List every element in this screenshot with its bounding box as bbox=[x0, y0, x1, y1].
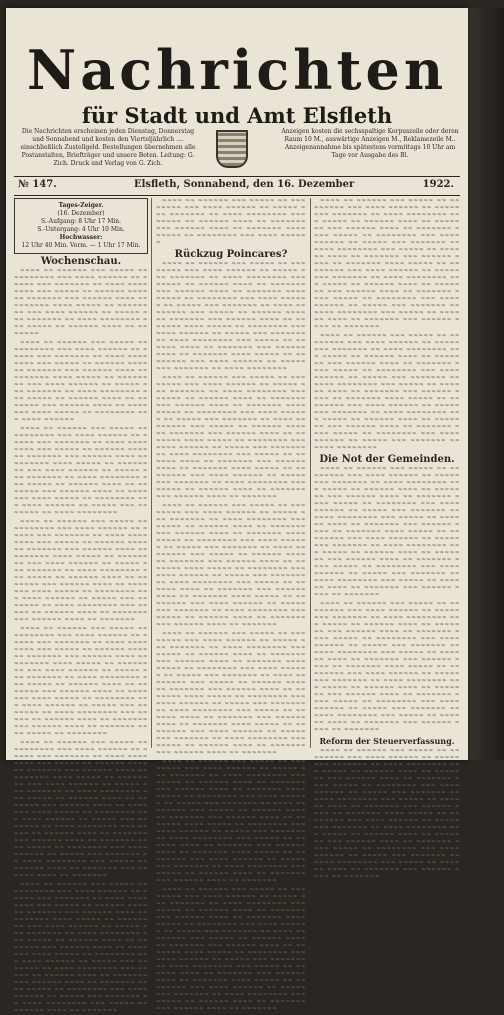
article-heading: Rückzug Poincares? bbox=[174, 249, 288, 260]
article-body: ≈≈≈≈ ≈≈ ≈≈≈≈≈≈ ≈≈≈ ≈≈≈≈≈ ≈≈ ≈≈≈≈≈≈≈≈ ≈≈≈ ≈≈≈≈ ≈≈≈≈≈≈ ≈≈ ≈≈≈≈≈ ≈≈≈ ≈≈≈≈≈≈≈ ≈≈ ≈≈≈≈ ≈≈≈≈≈≈≈≈ ≈≈≈ ≈≈≈≈≈ ≈≈ ≈≈≈≈≈≈ ≈≈≈≈ ≈≈ ≈≈≈≈≈≈≈ ≈≈≈ ≈≈≈≈≈≈ ≈≈≈≈ ≈≈ ≈≈≈≈≈≈≈ ≈≈≈≈ ≈≈≈≈≈ ≈≈ ≈≈≈≈≈≈≈≈ ≈≈≈ ≈≈≈≈ ≈≈≈≈≈≈ bbox=[156, 198, 306, 246]
column-divider bbox=[151, 198, 152, 748]
newspaper-page bbox=[6, 8, 468, 1014]
article-heading: Wochenschau. bbox=[40, 256, 122, 267]
newspaper-title: Nachrichten bbox=[26, 38, 448, 102]
issue-year: 1922. bbox=[422, 179, 454, 190]
article-body: ≈≈≈≈ ≈≈ ≈≈≈≈≈≈ ≈≈≈ ≈≈≈≈≈ ≈≈ ≈≈≈≈≈≈≈≈ ≈≈≈ ≈≈≈≈ ≈≈≈≈≈≈ ≈≈ ≈≈≈≈≈ ≈≈≈ ≈≈≈≈≈≈≈ ≈≈ ≈≈≈≈ ≈≈≈≈≈≈≈≈ ≈≈≈ ≈≈≈≈≈ ≈≈ ≈≈≈≈≈≈ ≈≈≈≈ ≈≈ ≈≈≈≈≈≈≈ ≈≈≈ ≈≈≈≈≈≈ ≈≈≈≈ ≈≈ ≈≈≈≈≈≈≈ ≈≈≈≈ ≈≈≈≈≈ ≈≈ ≈≈≈≈≈≈≈≈ ≈≈≈ ≈≈≈≈ ≈≈≈≈≈≈ ≈≈ ≈≈≈≈≈ ≈≈≈ ≈≈≈≈≈≈≈ ≈≈ ≈≈≈≈ ≈≈≈≈≈≈≈≈ ≈≈≈ ≈≈≈≈≈ ≈≈ ≈≈≈≈≈≈ ≈≈≈≈ ≈≈ ≈≈≈≈≈≈≈ ≈≈≈≈ ≈≈ ≈≈≈≈≈≈ ≈≈≈ ≈≈≈≈≈ ≈≈ ≈≈≈≈≈≈≈≈ ≈≈≈ ≈≈≈≈ ≈≈≈≈≈≈ ≈≈ ≈≈≈≈≈ ≈≈≈ ≈≈≈≈≈≈≈ ≈≈ ≈≈≈≈ ≈≈≈≈≈≈≈≈ ≈≈≈ ≈≈≈≈≈ ≈≈ ≈≈≈≈≈≈ ≈≈≈≈ ≈≈ ≈≈≈≈≈≈≈ ≈≈≈ ≈≈≈≈≈≈ ≈≈≈≈ ≈≈ ≈≈≈≈≈≈≈ ≈≈≈≈ ≈≈≈≈≈ ≈≈ ≈≈≈≈≈≈≈≈ ≈≈≈ ≈≈≈≈ ≈≈≈≈≈≈ ≈≈ ≈≈≈≈≈ ≈≈≈ ≈≈≈≈≈≈≈ ≈≈ ≈≈≈≈ ≈≈≈≈≈≈≈≈ ≈≈≈ ≈≈≈≈≈ ≈≈ ≈≈≈≈≈≈ ≈≈≈≈ ≈≈ ≈≈≈≈≈≈≈ ≈≈≈ ≈≈≈≈≈≈ ≈≈≈≈ ≈≈ ≈≈≈≈≈≈≈ ≈≈≈≈ ≈≈≈≈≈ ≈≈ ≈≈≈≈≈≈≈≈ ≈≈≈ ≈≈≈≈ ≈≈≈≈≈≈ ≈≈≈≈ ≈≈ ≈≈≈≈≈≈ ≈≈≈ ≈≈≈≈≈ ≈≈ ≈≈≈≈≈≈≈≈ ≈≈≈ ≈≈≈≈ ≈≈≈≈≈≈ ≈≈ ≈≈≈≈≈ ≈≈≈ ≈≈≈≈≈≈≈ ≈≈ ≈≈≈≈ ≈≈≈≈≈≈≈≈ ≈≈≈ ≈≈≈≈≈ ≈≈ ≈≈≈≈≈≈ ≈≈≈≈ ≈≈ ≈≈≈≈≈≈≈ ≈≈≈ ≈≈≈≈≈≈ ≈≈≈≈ ≈≈ ≈≈≈≈≈≈≈ ≈≈≈≈ ≈≈≈≈≈ ≈≈ ≈≈≈≈≈≈≈≈ ≈≈≈ ≈≈≈≈ ≈≈≈≈≈≈ ≈≈ ≈≈≈≈≈ ≈≈≈ ≈≈≈≈≈≈≈ ≈≈ ≈≈≈≈ ≈≈≈≈≈≈≈≈ ≈≈≈ ≈≈≈≈≈ ≈≈ ≈≈≈≈≈≈ ≈≈≈≈ ≈≈ ≈≈≈≈≈≈≈ ≈≈≈ ≈≈≈≈≈≈ ≈≈≈≈ ≈≈ ≈≈≈≈≈≈≈ ≈≈≈≈ ≈≈≈≈≈ ≈≈ ≈≈≈≈≈≈≈≈ ≈≈≈ ≈≈≈≈ ≈≈≈≈≈≈ ≈≈ ≈≈≈≈≈ ≈≈≈ ≈≈≈≈≈≈≈ ≈≈ ≈≈≈≈ ≈≈≈≈≈≈≈≈ ≈≈≈≈ ≈≈ ≈≈≈≈≈≈ ≈≈≈ ≈≈≈≈≈ ≈≈ ≈≈≈≈≈≈≈≈ ≈≈≈ ≈≈≈≈ ≈≈≈≈≈≈ ≈≈ ≈≈≈≈≈ ≈≈≈ ≈≈≈≈≈≈≈ ≈≈ ≈≈≈≈ ≈≈≈≈≈≈≈≈ ≈≈≈ ≈≈≈≈≈ ≈≈ ≈≈≈≈≈≈ ≈≈≈≈ ≈≈ ≈≈≈≈≈≈≈ ≈≈≈ ≈≈≈≈≈≈ ≈≈≈≈ ≈≈ ≈≈≈≈≈≈≈ ≈≈≈≈ ≈≈≈≈≈ ≈≈ ≈≈≈≈≈≈≈≈ ≈≈≈ ≈≈≈≈ ≈≈≈≈≈≈ ≈≈ ≈≈≈≈≈ ≈≈≈ ≈≈≈≈≈≈≈ ≈≈ ≈≈≈≈ ≈≈≈≈≈≈≈≈ ≈≈≈ ≈≈≈≈≈ ≈≈ ≈≈≈≈≈≈ ≈≈≈≈ ≈≈ ≈≈≈≈≈≈≈ ≈≈≈ ≈≈≈≈≈≈ ≈≈≈≈ ≈≈ ≈≈≈≈≈≈≈ ≈≈≈≈ ≈≈≈≈≈ ≈≈ ≈≈≈≈≈≈≈≈ ≈≈≈ ≈≈≈≈ ≈≈≈≈≈≈ ≈≈ ≈≈≈≈≈ ≈≈≈ ≈≈≈≈≈≈≈ ≈≈ ≈≈≈≈ ≈≈≈≈≈≈≈≈ ≈≈≈ ≈≈≈≈≈ ≈≈ ≈≈≈≈≈≈ ≈≈≈≈ ≈≈ ≈≈≈≈≈≈≈ ≈≈≈ ≈≈≈≈≈≈ ≈≈≈≈ ≈≈ ≈≈≈≈≈≈≈ ≈≈≈≈ ≈≈ ≈≈≈≈≈≈ ≈≈≈ ≈≈≈≈≈ ≈≈ ≈≈≈≈≈≈≈≈ ≈≈≈ ≈≈≈≈ ≈≈≈≈≈≈ ≈≈ ≈≈≈≈≈ ≈≈≈ ≈≈≈≈≈≈≈ ≈≈ ≈≈≈≈ ≈≈≈≈≈≈≈≈ ≈≈≈ ≈≈≈≈≈ ≈≈ ≈≈≈≈≈≈ ≈≈≈≈ ≈≈ ≈≈≈≈≈≈≈ ≈≈≈ ≈≈≈≈≈≈ ≈≈≈≈ ≈≈ ≈≈≈≈≈≈≈ ≈≈≈≈ ≈≈≈≈≈ ≈≈ ≈≈≈≈≈≈≈≈ ≈≈≈ ≈≈≈≈ ≈≈≈≈≈≈ ≈≈ ≈≈≈≈≈ ≈≈≈ ≈≈≈≈≈≈≈ ≈≈ ≈≈≈≈ ≈≈≈≈≈≈≈≈ ≈≈≈ ≈≈≈≈≈ ≈≈ ≈≈≈≈≈≈ ≈≈≈≈ ≈≈ ≈≈≈≈≈≈≈ ≈≈≈ ≈≈≈≈≈≈ ≈≈≈≈ ≈≈ ≈≈≈≈≈≈≈ ≈≈≈≈ ≈≈≈≈≈ ≈≈ ≈≈≈≈≈≈≈≈ ≈≈≈ ≈≈≈≈ ≈≈≈≈≈≈ ≈≈ ≈≈≈≈≈ ≈≈≈ ≈≈≈≈≈≈≈ ≈≈ ≈≈≈≈ ≈≈≈≈≈≈≈≈ ≈≈≈ ≈≈≈≈≈ ≈≈ ≈≈≈≈≈≈ ≈≈≈≈ ≈≈ ≈≈≈≈≈≈≈ ≈≈≈ ≈≈≈≈≈≈ ≈≈≈≈ ≈≈ ≈≈≈≈≈≈≈ ≈≈≈≈ ≈≈≈≈≈ ≈≈ ≈≈≈≈≈≈≈≈ ≈≈≈≈ ≈≈ ≈≈≈≈≈≈ ≈≈≈ ≈≈≈≈≈ ≈≈ ≈≈≈≈≈≈≈≈ ≈≈≈ ≈≈≈≈ ≈≈≈≈≈≈ ≈≈ ≈≈≈≈≈ ≈≈≈ ≈≈≈≈≈≈≈ ≈≈ ≈≈≈≈ ≈≈≈≈≈≈≈≈ ≈≈≈ ≈≈≈≈≈ ≈≈ ≈≈≈≈≈≈ ≈≈≈≈ ≈≈ ≈≈≈≈≈≈≈ ≈≈≈ ≈≈≈≈≈≈ ≈≈≈≈ ≈≈ ≈≈≈≈≈≈≈ ≈≈≈≈ ≈≈≈≈≈ ≈≈ ≈≈≈≈≈≈≈≈ ≈≈≈ ≈≈≈≈ ≈≈≈≈≈≈ ≈≈ ≈≈≈≈≈ ≈≈≈ ≈≈≈≈≈≈≈ ≈≈ ≈≈≈≈ ≈≈≈≈≈≈≈≈ ≈≈≈ ≈≈≈≈≈ ≈≈ ≈≈≈≈≈≈ ≈≈≈≈ ≈≈ ≈≈≈≈≈≈≈ ≈≈≈ ≈≈≈≈≈≈ ≈≈≈≈ ≈≈ ≈≈≈≈≈≈≈ ≈≈≈≈ ≈≈≈≈≈ ≈≈ ≈≈≈≈≈≈≈≈ ≈≈≈ ≈≈≈≈ ≈≈≈≈≈≈ ≈≈ ≈≈≈≈≈ ≈≈≈ ≈≈≈≈≈≈≈ ≈≈ ≈≈≈≈ ≈≈≈≈≈≈≈≈ ≈≈≈ ≈≈≈≈≈ ≈≈ ≈≈≈≈≈≈ ≈≈≈≈ ≈≈ ≈≈≈≈≈≈≈ ≈≈≈ ≈≈≈≈≈≈ ≈≈≈≈ ≈≈ ≈≈≈≈≈≈≈ ≈≈≈≈ ≈≈≈≈≈ ≈≈ ≈≈≈≈≈≈≈≈ ≈≈≈ ≈≈≈≈ ≈≈≈≈≈≈ ≈≈ ≈≈≈≈≈ ≈≈≈ ≈≈≈≈≈≈≈ ≈≈ ≈≈≈≈ ≈≈≈≈≈≈≈≈ ≈≈≈ ≈≈≈≈≈ ≈≈ ≈≈≈≈≈≈ ≈≈≈≈ ≈≈ ≈≈≈≈≈≈≈ ≈≈≈ ≈≈≈≈≈≈ ≈≈≈≈ ≈≈ ≈≈≈≈≈≈≈ ≈≈≈≈ ≈≈ ≈≈≈≈≈≈ ≈≈≈ ≈≈≈≈≈ ≈≈ ≈≈≈≈≈≈≈≈ ≈≈≈ ≈≈≈≈ ≈≈≈≈≈≈ ≈≈ ≈≈≈≈≈ ≈≈≈ ≈≈≈≈≈≈≈ ≈≈ ≈≈≈≈ ≈≈≈≈≈≈≈≈ ≈≈≈ ≈≈≈≈≈ ≈≈ ≈≈≈≈≈≈ ≈≈≈≈ ≈≈ ≈≈≈≈≈≈≈ ≈≈≈ ≈≈≈≈≈≈ ≈≈≈≈ ≈≈ ≈≈≈≈≈≈≈ ≈≈≈≈ ≈≈≈≈≈ ≈≈ ≈≈≈≈≈≈≈≈ ≈≈≈ ≈≈≈≈ ≈≈≈≈≈≈ ≈≈ ≈≈≈≈≈ ≈≈≈ ≈≈≈≈≈≈≈ ≈≈ ≈≈≈≈ ≈≈≈≈≈≈≈≈ ≈≈≈ ≈≈≈≈≈ ≈≈ ≈≈≈≈≈≈ ≈≈≈≈ ≈≈ ≈≈≈≈≈≈≈ ≈≈≈ ≈≈≈≈≈≈ ≈≈≈≈ ≈≈ ≈≈≈≈≈≈≈ ≈≈≈≈ ≈≈≈≈≈ ≈≈ ≈≈≈≈≈≈≈≈ ≈≈≈ ≈≈≈≈ ≈≈≈≈≈≈ ≈≈ ≈≈≈≈≈ ≈≈≈ ≈≈≈≈≈≈≈ ≈≈ ≈≈≈≈ ≈≈≈≈≈≈≈≈ ≈≈≈ ≈≈≈≈≈ ≈≈ ≈≈≈≈≈≈ ≈≈≈≈ ≈≈ ≈≈≈≈≈≈≈ ≈≈≈ ≈≈≈≈≈≈ ≈≈≈≈ ≈≈ ≈≈≈≈≈≈≈ ≈≈≈≈ ≈≈≈≈≈ ≈≈ ≈≈≈≈≈≈≈≈ ≈≈≈ ≈≈≈≈ ≈≈≈≈≈≈ ≈≈ ≈≈≈≈≈ ≈≈≈ ≈≈≈≈≈≈≈ ≈≈ ≈≈≈≈ ≈≈≈≈≈≈≈≈ ≈≈≈ ≈≈≈≈≈ ≈≈ ≈≈≈≈≈≈ ≈≈≈≈ ≈≈ ≈≈≈≈≈≈≈ bbox=[14, 268, 148, 1014]
issue-number: № 147. bbox=[18, 179, 57, 190]
high-water-times: 12 Uhr 40 Min. Vorm. — 1 Uhr 17 Min. bbox=[21, 242, 141, 249]
masthead bbox=[6, 8, 468, 178]
column-3 bbox=[314, 198, 460, 880]
article-heading: Reform der Steuerverfassung. bbox=[319, 736, 455, 746]
page-edge-shadow bbox=[468, 8, 504, 760]
masthead-rule bbox=[14, 176, 460, 177]
newspaper-subtitle: für Stadt und Amt Elsfleth bbox=[81, 103, 393, 128]
article-body: ≈≈≈≈ ≈≈ ≈≈≈≈≈≈ ≈≈≈ ≈≈≈≈≈ ≈≈ ≈≈≈≈≈≈≈≈ ≈≈≈ ≈≈≈≈ ≈≈≈≈≈≈ ≈≈ ≈≈≈≈≈ ≈≈≈ ≈≈≈≈≈≈≈ ≈≈ ≈≈≈≈ ≈≈≈≈≈≈≈≈ ≈≈≈ ≈≈≈≈≈ ≈≈ ≈≈≈≈≈≈ ≈≈≈≈ ≈≈ ≈≈≈≈≈≈≈ ≈≈≈ ≈≈≈≈≈≈ ≈≈≈≈ ≈≈ ≈≈≈≈≈≈≈ ≈≈≈≈ ≈≈≈≈≈ ≈≈ ≈≈≈≈≈≈≈≈ ≈≈≈ ≈≈≈≈ ≈≈≈≈≈≈ ≈≈ ≈≈≈≈≈ ≈≈≈ ≈≈≈≈≈≈≈ ≈≈ ≈≈≈≈ ≈≈≈≈≈≈≈≈ ≈≈≈ ≈≈≈≈≈ ≈≈ ≈≈≈≈≈≈ ≈≈≈≈ ≈≈ ≈≈≈≈≈≈≈ ≈≈≈ ≈≈≈≈≈≈ ≈≈≈≈ ≈≈ ≈≈≈≈≈≈≈ ≈≈≈≈ ≈≈≈≈≈ ≈≈ ≈≈≈≈≈≈≈≈ ≈≈≈ ≈≈≈≈ ≈≈≈≈≈≈ ≈≈ ≈≈≈≈≈ ≈≈≈ ≈≈≈≈≈≈≈ ≈≈ ≈≈≈≈ ≈≈≈≈≈≈≈≈ ≈≈≈ ≈≈≈≈≈ ≈≈ ≈≈≈≈≈≈ ≈≈≈≈ ≈≈ ≈≈≈≈≈≈≈ ≈≈≈ ≈≈≈≈≈≈ ≈≈≈≈ ≈≈ ≈≈≈≈≈≈≈ ≈≈≈≈ ≈≈≈≈≈ ≈≈ ≈≈≈≈≈≈≈≈ ≈≈≈ ≈≈≈≈ ≈≈≈≈≈≈ ≈≈ ≈≈≈≈≈ ≈≈≈ ≈≈≈≈≈≈≈ ≈≈ ≈≈≈≈ ≈≈≈≈≈≈≈≈ ≈≈≈ ≈≈≈≈≈ ≈≈ ≈≈≈≈≈≈ ≈≈≈≈ ≈≈ ≈≈≈≈≈≈≈ ≈≈≈ ≈≈≈≈≈≈ ≈≈≈≈ ≈≈ ≈≈≈≈≈≈≈ ≈≈≈≈ ≈≈ ≈≈≈≈≈≈ ≈≈≈ ≈≈≈≈≈ ≈≈ ≈≈≈≈≈≈≈≈ ≈≈≈ ≈≈≈≈ ≈≈≈≈≈≈ ≈≈ ≈≈≈≈≈ ≈≈≈ ≈≈≈≈≈≈≈ ≈≈ ≈≈≈≈ ≈≈≈≈≈≈≈≈ ≈≈≈ ≈≈≈≈≈ ≈≈ ≈≈≈≈≈≈ ≈≈≈≈ ≈≈ ≈≈≈≈≈≈≈ ≈≈≈ ≈≈≈≈≈≈ ≈≈≈≈ ≈≈ ≈≈≈≈≈≈≈ ≈≈≈≈ ≈≈≈≈≈ ≈≈ ≈≈≈≈≈≈≈≈ ≈≈≈ ≈≈≈≈ ≈≈≈≈≈≈ ≈≈ ≈≈≈≈≈ ≈≈≈ ≈≈≈≈≈≈≈ ≈≈ ≈≈≈≈ ≈≈≈≈≈≈≈≈ ≈≈≈ ≈≈≈≈≈ ≈≈ ≈≈≈≈≈≈ ≈≈≈≈ ≈≈ ≈≈≈≈≈≈≈ ≈≈≈ ≈≈≈≈≈≈ ≈≈≈≈ ≈≈ ≈≈≈≈≈≈≈ ≈≈≈≈ ≈≈≈≈≈ ≈≈ ≈≈≈≈≈≈≈≈ ≈≈≈ ≈≈≈≈ ≈≈≈≈≈≈ ≈≈ ≈≈≈≈≈ ≈≈≈ ≈≈≈≈≈≈≈ ≈≈ ≈≈≈≈ ≈≈≈≈≈≈≈≈ ≈≈≈ ≈≈≈≈≈ ≈≈ ≈≈≈≈≈≈ ≈≈≈≈ ≈≈ ≈≈≈≈≈≈≈ ≈≈≈ ≈≈≈≈≈≈ ≈≈≈≈ ≈≈ ≈≈≈≈≈≈≈ ≈≈≈≈ ≈≈≈≈≈ ≈≈ ≈≈≈≈≈≈≈≈ ≈≈≈ ≈≈≈≈ ≈≈≈≈≈≈ ≈≈ ≈≈≈≈≈ ≈≈≈ ≈≈≈≈≈≈≈ ≈≈ ≈≈≈≈ ≈≈≈≈≈≈≈≈ ≈≈≈ ≈≈≈≈≈ ≈≈ ≈≈≈≈≈≈ ≈≈≈≈ ≈≈ ≈≈≈≈≈≈≈ ≈≈≈ ≈≈≈≈≈≈ ≈≈≈≈ ≈≈ ≈≈≈≈≈≈≈ bbox=[314, 466, 460, 733]
advertising-info: Anzeigen kosten die sechsspaltige Korpuszeile oder deren Raum 10 M., auswärtige Anzeigen M., Reklamezeile M.. Anzeigenannahme bis spätestens vormittags 10 Uhr am Tage vor Ausgabe des Bl. bbox=[281, 128, 459, 159]
high-water-label: Hochwasser: bbox=[59, 234, 103, 241]
date-line bbox=[14, 178, 460, 194]
issue-date: Elsfleth, Sonnabend, den 16. Dezember bbox=[134, 179, 355, 190]
column-divider bbox=[310, 198, 311, 748]
article-body: ≈≈≈≈ ≈≈ ≈≈≈≈≈≈ ≈≈≈ ≈≈≈≈≈ ≈≈ ≈≈≈≈≈≈≈≈ ≈≈≈ ≈≈≈≈ ≈≈≈≈≈≈ ≈≈ ≈≈≈≈≈ ≈≈≈ ≈≈≈≈≈≈≈ ≈≈ ≈≈≈≈ ≈≈≈≈≈≈≈≈ ≈≈≈ ≈≈≈≈≈ ≈≈ ≈≈≈≈≈≈ ≈≈≈≈ ≈≈ ≈≈≈≈≈≈≈ ≈≈≈ ≈≈≈≈≈≈ ≈≈≈≈ ≈≈ ≈≈≈≈≈≈≈ ≈≈≈≈ ≈≈≈≈≈ ≈≈ ≈≈≈≈≈≈≈≈ ≈≈≈ ≈≈≈≈ ≈≈≈≈≈≈ ≈≈ ≈≈≈≈≈ ≈≈≈ ≈≈≈≈≈≈≈ ≈≈ ≈≈≈≈ ≈≈≈≈≈≈≈≈ ≈≈≈ ≈≈≈≈≈ ≈≈ ≈≈≈≈≈≈ ≈≈≈≈ ≈≈ ≈≈≈≈≈≈≈ ≈≈≈ ≈≈≈≈≈≈ ≈≈≈≈ ≈≈ ≈≈≈≈≈≈≈ ≈≈≈≈ ≈≈≈≈≈ ≈≈ ≈≈≈≈≈≈≈≈ ≈≈≈ ≈≈≈≈ ≈≈≈≈≈≈ ≈≈ ≈≈≈≈≈ ≈≈≈ ≈≈≈≈≈≈≈ ≈≈ ≈≈≈≈ ≈≈≈≈≈≈≈≈ ≈≈≈ ≈≈≈≈≈ ≈≈ ≈≈≈≈≈≈ ≈≈≈≈ ≈≈ ≈≈≈≈≈≈≈ ≈≈≈ ≈≈≈≈≈≈ ≈≈≈≈ ≈≈ ≈≈≈≈≈≈≈ ≈≈≈≈ ≈≈≈≈≈ ≈≈ ≈≈≈≈≈≈≈≈ ≈≈≈ ≈≈≈≈ ≈≈≈≈≈≈ ≈≈ ≈≈≈≈≈ ≈≈≈ ≈≈≈≈≈≈≈ ≈≈ ≈≈≈≈ ≈≈≈≈≈≈≈≈ ≈≈≈ ≈≈≈≈≈ ≈≈ ≈≈≈≈≈≈ ≈≈≈≈ ≈≈ ≈≈≈≈≈≈≈ ≈≈≈ ≈≈≈≈≈≈ ≈≈≈≈ ≈≈ ≈≈≈≈≈≈≈ bbox=[314, 748, 460, 880]
daily-info-box bbox=[14, 198, 148, 254]
column-1 bbox=[14, 198, 148, 1014]
article-heading: Die Not der Gemeinden. bbox=[319, 454, 455, 465]
sunrise: S.-Aufgang: 8 Uhr 17 Min. bbox=[40, 218, 122, 225]
column-2 bbox=[156, 198, 306, 1012]
sunset: S.-Untergang: 4 Uhr 10 Min. bbox=[37, 226, 125, 233]
subscription-info: Die Nachrichten erscheinen jeden Dienstag, Donnerstag und Sonnabend und kosten den Vierteljährlich .... einschließlich Zustellgeld. Bestellungen übernehmen alle Postanstalten, Briefträger und unsere Boten. Leitung: G. Zich. Druck und Verlag von G. Zich. bbox=[20, 128, 196, 167]
article-body: ≈≈≈≈ ≈≈ ≈≈≈≈≈≈ ≈≈≈ ≈≈≈≈≈ ≈≈ ≈≈≈≈≈≈≈≈ ≈≈≈ ≈≈≈≈ ≈≈≈≈≈≈ ≈≈ ≈≈≈≈≈ ≈≈≈ ≈≈≈≈≈≈≈ ≈≈ ≈≈≈≈ ≈≈≈≈≈≈≈≈ ≈≈≈ ≈≈≈≈≈ ≈≈ ≈≈≈≈≈≈ ≈≈≈≈ ≈≈ ≈≈≈≈≈≈≈ ≈≈≈ ≈≈≈≈≈≈ ≈≈≈≈ ≈≈ ≈≈≈≈≈≈≈ ≈≈≈≈ ≈≈≈≈≈ ≈≈ ≈≈≈≈≈≈≈≈ ≈≈≈ ≈≈≈≈ ≈≈≈≈≈≈ ≈≈ ≈≈≈≈≈ ≈≈≈ ≈≈≈≈≈≈≈ ≈≈ ≈≈≈≈ ≈≈≈≈≈≈≈≈ ≈≈≈ ≈≈≈≈≈ ≈≈ ≈≈≈≈≈≈ ≈≈≈≈ ≈≈ ≈≈≈≈≈≈≈ ≈≈≈ ≈≈≈≈≈≈ ≈≈≈≈ ≈≈ ≈≈≈≈≈≈≈ ≈≈≈≈ ≈≈≈≈≈ ≈≈ ≈≈≈≈≈≈≈≈ ≈≈≈ ≈≈≈≈ ≈≈≈≈≈≈ ≈≈ ≈≈≈≈≈ ≈≈≈ ≈≈≈≈≈≈≈ ≈≈ ≈≈≈≈ ≈≈≈≈≈≈≈≈ ≈≈≈ ≈≈≈≈≈ ≈≈ ≈≈≈≈≈≈ ≈≈≈≈ ≈≈ ≈≈≈≈≈≈≈ ≈≈≈ ≈≈≈≈≈≈ ≈≈≈≈ ≈≈ ≈≈≈≈≈≈≈ ≈≈≈≈ ≈≈≈≈≈ ≈≈ ≈≈≈≈≈≈≈≈ ≈≈≈ ≈≈≈≈ ≈≈≈≈≈≈ ≈≈ ≈≈≈≈≈ ≈≈≈ ≈≈≈≈≈≈≈ ≈≈ ≈≈≈≈ ≈≈≈≈≈≈≈≈ ≈≈≈ ≈≈≈≈≈ ≈≈ ≈≈≈≈≈≈ ≈≈≈≈ ≈≈ ≈≈≈≈≈≈≈ ≈≈≈ ≈≈≈≈≈≈ ≈≈≈≈ ≈≈ ≈≈≈≈≈≈≈ ≈≈≈≈ ≈≈ ≈≈≈≈≈≈ ≈≈≈ ≈≈≈≈≈ ≈≈ ≈≈≈≈≈≈≈≈ ≈≈≈ ≈≈≈≈ ≈≈≈≈≈≈ ≈≈ ≈≈≈≈≈ ≈≈≈ ≈≈≈≈≈≈≈ ≈≈ ≈≈≈≈ ≈≈≈≈≈≈≈≈ ≈≈≈ ≈≈≈≈≈ ≈≈ ≈≈≈≈≈≈ ≈≈≈≈ ≈≈ ≈≈≈≈≈≈≈ ≈≈≈ ≈≈≈≈≈≈ ≈≈≈≈ ≈≈ ≈≈≈≈≈≈≈ ≈≈≈≈ ≈≈≈≈≈ ≈≈ ≈≈≈≈≈≈≈≈ ≈≈≈ ≈≈≈≈ ≈≈≈≈≈≈ ≈≈ ≈≈≈≈≈ ≈≈≈ ≈≈≈≈≈≈≈ ≈≈ ≈≈≈≈ ≈≈≈≈≈≈≈≈ ≈≈≈ ≈≈≈≈≈ ≈≈ ≈≈≈≈≈≈ ≈≈≈≈ ≈≈ ≈≈≈≈≈≈≈ ≈≈≈ ≈≈≈≈≈≈ ≈≈≈≈ ≈≈ ≈≈≈≈≈≈≈ ≈≈≈≈ ≈≈≈≈≈ ≈≈ ≈≈≈≈≈≈≈≈ ≈≈≈ ≈≈≈≈ ≈≈≈≈≈≈ ≈≈ ≈≈≈≈≈ ≈≈≈ ≈≈≈≈≈≈≈ ≈≈ ≈≈≈≈ ≈≈≈≈≈≈≈≈ ≈≈≈ ≈≈≈≈≈ ≈≈ ≈≈≈≈≈≈ ≈≈≈≈ ≈≈ ≈≈≈≈≈≈≈ ≈≈≈ ≈≈≈≈≈≈ ≈≈≈≈ ≈≈ ≈≈≈≈≈≈≈ ≈≈≈≈ ≈≈≈≈≈ ≈≈ ≈≈≈≈≈≈≈≈ ≈≈≈ ≈≈≈≈ ≈≈≈≈≈≈ ≈≈ ≈≈≈≈≈ ≈≈≈ ≈≈≈≈≈≈≈ ≈≈ ≈≈≈≈ ≈≈≈≈≈≈≈≈ bbox=[314, 198, 460, 451]
coat-of-arms-icon bbox=[216, 130, 248, 168]
date-rule bbox=[14, 195, 460, 196]
article-body: ≈≈≈≈ ≈≈ ≈≈≈≈≈≈ ≈≈≈ ≈≈≈≈≈ ≈≈ ≈≈≈≈≈≈≈≈ ≈≈≈ ≈≈≈≈ ≈≈≈≈≈≈ ≈≈ ≈≈≈≈≈ ≈≈≈ ≈≈≈≈≈≈≈ ≈≈ ≈≈≈≈ ≈≈≈≈≈≈≈≈ ≈≈≈ ≈≈≈≈≈ ≈≈ ≈≈≈≈≈≈ ≈≈≈≈ ≈≈ ≈≈≈≈≈≈≈ ≈≈≈ ≈≈≈≈≈≈ ≈≈≈≈ ≈≈ ≈≈≈≈≈≈≈ ≈≈≈≈ ≈≈≈≈≈ ≈≈ ≈≈≈≈≈≈≈≈ ≈≈≈ ≈≈≈≈ ≈≈≈≈≈≈ ≈≈ ≈≈≈≈≈ ≈≈≈ ≈≈≈≈≈≈≈ ≈≈ ≈≈≈≈ ≈≈≈≈≈≈≈≈ ≈≈≈ ≈≈≈≈≈ ≈≈ ≈≈≈≈≈≈ ≈≈≈≈ ≈≈ ≈≈≈≈≈≈≈ ≈≈≈ ≈≈≈≈≈≈ ≈≈≈≈ ≈≈ ≈≈≈≈≈≈≈ ≈≈≈≈ ≈≈≈≈≈ ≈≈ ≈≈≈≈≈≈≈≈ ≈≈≈ ≈≈≈≈ ≈≈≈≈≈≈ ≈≈ ≈≈≈≈≈ ≈≈≈ ≈≈≈≈≈≈≈ ≈≈ ≈≈≈≈ ≈≈≈≈≈≈≈≈ ≈≈≈ ≈≈≈≈≈ ≈≈ ≈≈≈≈≈≈ ≈≈≈≈ ≈≈ ≈≈≈≈≈≈≈ ≈≈≈ ≈≈≈≈≈≈ ≈≈≈≈ ≈≈ ≈≈≈≈≈≈≈ ≈≈≈≈ ≈≈≈≈≈ ≈≈ ≈≈≈≈≈≈≈≈ ≈≈≈ ≈≈≈≈ ≈≈≈≈≈≈ ≈≈ ≈≈≈≈≈ ≈≈≈ ≈≈≈≈≈≈≈ ≈≈ ≈≈≈≈ ≈≈≈≈≈≈≈≈ ≈≈≈≈ ≈≈ ≈≈≈≈≈≈ ≈≈≈ ≈≈≈≈≈ ≈≈ ≈≈≈≈≈≈≈≈ ≈≈≈ ≈≈≈≈ ≈≈≈≈≈≈ ≈≈ ≈≈≈≈≈ ≈≈≈ ≈≈≈≈≈≈≈ ≈≈ ≈≈≈≈ ≈≈≈≈≈≈≈≈ ≈≈≈ ≈≈≈≈≈ ≈≈ ≈≈≈≈≈≈ ≈≈≈≈ ≈≈ ≈≈≈≈≈≈≈ ≈≈≈ ≈≈≈≈≈≈ ≈≈≈≈ ≈≈ ≈≈≈≈≈≈≈ ≈≈≈≈ ≈≈≈≈≈ ≈≈ ≈≈≈≈≈≈≈≈ ≈≈≈ ≈≈≈≈ ≈≈≈≈≈≈ ≈≈ ≈≈≈≈≈ ≈≈≈ ≈≈≈≈≈≈≈ ≈≈ ≈≈≈≈ ≈≈≈≈≈≈≈≈ ≈≈≈ ≈≈≈≈≈ ≈≈ ≈≈≈≈≈≈ ≈≈≈≈ ≈≈ ≈≈≈≈≈≈≈ ≈≈≈ ≈≈≈≈≈≈ ≈≈≈≈ ≈≈ ≈≈≈≈≈≈≈ ≈≈≈≈ ≈≈≈≈≈ ≈≈ ≈≈≈≈≈≈≈≈ ≈≈≈ ≈≈≈≈ ≈≈≈≈≈≈ ≈≈ ≈≈≈≈≈ ≈≈≈ ≈≈≈≈≈≈≈ ≈≈ ≈≈≈≈ ≈≈≈≈≈≈≈≈ ≈≈≈ ≈≈≈≈≈ ≈≈ ≈≈≈≈≈≈ ≈≈≈≈ ≈≈ ≈≈≈≈≈≈≈ ≈≈≈ ≈≈≈≈≈≈ ≈≈≈≈ ≈≈ ≈≈≈≈≈≈≈ ≈≈≈≈ ≈≈≈≈≈ ≈≈ ≈≈≈≈≈≈≈≈ ≈≈≈ ≈≈≈≈ ≈≈≈≈≈≈ ≈≈ ≈≈≈≈≈ ≈≈≈ ≈≈≈≈≈≈≈ ≈≈ ≈≈≈≈ ≈≈≈≈≈≈≈≈ ≈≈≈ ≈≈≈≈≈ ≈≈ ≈≈≈≈≈≈ ≈≈≈≈ ≈≈ ≈≈≈≈≈≈≈ ≈≈≈ ≈≈≈≈≈≈ ≈≈≈≈ ≈≈ ≈≈≈≈≈≈≈ ≈≈≈≈ ≈≈ ≈≈≈≈≈≈ ≈≈≈ ≈≈≈≈≈ ≈≈ ≈≈≈≈≈≈≈≈ ≈≈≈ ≈≈≈≈ ≈≈≈≈≈≈ ≈≈ ≈≈≈≈≈ ≈≈≈ ≈≈≈≈≈≈≈ ≈≈ ≈≈≈≈ ≈≈≈≈≈≈≈≈ ≈≈≈ ≈≈≈≈≈ ≈≈ ≈≈≈≈≈≈ ≈≈≈≈ ≈≈ ≈≈≈≈≈≈≈ ≈≈≈ ≈≈≈≈≈≈ ≈≈≈≈ ≈≈ ≈≈≈≈≈≈≈ ≈≈≈≈ ≈≈≈≈≈ ≈≈ ≈≈≈≈≈≈≈≈ ≈≈≈ ≈≈≈≈ ≈≈≈≈≈≈ ≈≈ ≈≈≈≈≈ ≈≈≈ ≈≈≈≈≈≈≈ ≈≈ ≈≈≈≈ ≈≈≈≈≈≈≈≈ ≈≈≈ ≈≈≈≈≈ ≈≈ ≈≈≈≈≈≈ ≈≈≈≈ ≈≈ ≈≈≈≈≈≈≈ ≈≈≈ ≈≈≈≈≈≈ ≈≈≈≈ ≈≈ ≈≈≈≈≈≈≈ ≈≈≈≈ ≈≈≈≈≈ ≈≈ ≈≈≈≈≈≈≈≈ ≈≈≈ ≈≈≈≈ ≈≈≈≈≈≈ ≈≈ ≈≈≈≈≈ ≈≈≈ ≈≈≈≈≈≈≈ ≈≈ ≈≈≈≈ ≈≈≈≈≈≈≈≈ ≈≈≈ ≈≈≈≈≈ ≈≈ ≈≈≈≈≈≈ ≈≈≈≈ ≈≈ ≈≈≈≈≈≈≈ ≈≈≈ ≈≈≈≈≈≈ ≈≈≈≈ ≈≈ ≈≈≈≈≈≈≈ ≈≈≈≈ ≈≈≈≈≈ ≈≈ ≈≈≈≈≈≈≈≈ ≈≈≈ ≈≈≈≈ ≈≈≈≈≈≈ ≈≈ ≈≈≈≈≈ ≈≈≈ ≈≈≈≈≈≈≈ ≈≈ ≈≈≈≈ ≈≈≈≈≈≈≈≈ ≈≈≈ ≈≈≈≈≈ ≈≈ ≈≈≈≈≈≈ ≈≈≈≈ ≈≈ ≈≈≈≈≈≈≈ ≈≈≈ ≈≈≈≈≈≈ ≈≈≈≈ ≈≈ ≈≈≈≈≈≈≈ ≈≈≈≈ ≈≈ ≈≈≈≈≈≈ ≈≈≈ ≈≈≈≈≈ ≈≈ ≈≈≈≈≈≈≈≈ ≈≈≈ ≈≈≈≈ ≈≈≈≈≈≈ ≈≈ ≈≈≈≈≈ ≈≈≈ ≈≈≈≈≈≈≈ ≈≈ ≈≈≈≈ ≈≈≈≈≈≈≈≈ ≈≈≈ ≈≈≈≈≈ ≈≈ ≈≈≈≈≈≈ ≈≈≈≈ ≈≈ ≈≈≈≈≈≈≈ ≈≈≈ ≈≈≈≈≈≈ ≈≈≈≈ ≈≈ ≈≈≈≈≈≈≈ ≈≈≈≈ ≈≈≈≈≈ ≈≈ ≈≈≈≈≈≈≈≈ ≈≈≈ ≈≈≈≈ ≈≈≈≈≈≈ ≈≈ ≈≈≈≈≈ ≈≈≈ ≈≈≈≈≈≈≈ ≈≈ ≈≈≈≈ ≈≈≈≈≈≈≈≈ ≈≈≈ ≈≈≈≈≈ ≈≈ ≈≈≈≈≈≈ ≈≈≈≈ ≈≈ ≈≈≈≈≈≈≈ ≈≈≈ ≈≈≈≈≈≈ ≈≈≈≈ ≈≈ ≈≈≈≈≈≈≈ ≈≈≈≈ ≈≈≈≈≈ ≈≈ ≈≈≈≈≈≈≈≈ ≈≈≈ ≈≈≈≈ ≈≈≈≈≈≈ ≈≈ ≈≈≈≈≈ ≈≈≈ ≈≈≈≈≈≈≈ ≈≈ ≈≈≈≈ ≈≈≈≈≈≈≈≈ ≈≈≈ ≈≈≈≈≈ ≈≈ ≈≈≈≈≈≈ ≈≈≈≈ ≈≈ ≈≈≈≈≈≈≈ ≈≈≈ ≈≈≈≈≈≈ ≈≈≈≈ ≈≈ ≈≈≈≈≈≈≈ ≈≈≈≈ ≈≈≈≈≈ ≈≈ ≈≈≈≈≈≈≈≈ ≈≈≈ ≈≈≈≈ ≈≈≈≈≈≈ ≈≈ ≈≈≈≈≈ ≈≈≈ ≈≈≈≈≈≈≈ ≈≈ ≈≈≈≈ ≈≈≈≈≈≈≈≈ ≈≈≈ ≈≈≈≈≈ ≈≈ ≈≈≈≈≈≈ ≈≈≈≈ ≈≈ ≈≈≈≈≈≈≈ ≈≈≈ ≈≈≈≈≈≈ ≈≈≈≈ ≈≈ ≈≈≈≈≈≈≈ ≈≈≈≈ ≈≈ ≈≈≈≈≈≈ ≈≈≈ ≈≈≈≈≈ ≈≈ ≈≈≈≈≈≈≈≈ ≈≈≈ ≈≈≈≈ ≈≈≈≈≈≈ ≈≈ ≈≈≈≈≈ ≈≈≈ ≈≈≈≈≈≈≈ ≈≈ ≈≈≈≈ ≈≈≈≈≈≈≈≈ ≈≈≈ ≈≈≈≈≈ ≈≈ ≈≈≈≈≈≈ ≈≈≈≈ ≈≈ ≈≈≈≈≈≈≈ ≈≈≈ ≈≈≈≈≈≈ ≈≈≈≈ ≈≈ ≈≈≈≈≈≈≈ ≈≈≈≈ ≈≈≈≈≈ ≈≈ ≈≈≈≈≈≈≈≈ ≈≈≈ ≈≈≈≈ ≈≈≈≈≈≈ ≈≈ ≈≈≈≈≈ ≈≈≈ ≈≈≈≈≈≈≈ ≈≈ ≈≈≈≈ ≈≈≈≈≈≈≈≈ ≈≈≈ ≈≈≈≈≈ ≈≈ ≈≈≈≈≈≈ ≈≈≈≈ ≈≈ ≈≈≈≈≈≈≈ ≈≈≈ ≈≈≈≈≈≈ ≈≈≈≈ ≈≈ ≈≈≈≈≈≈≈ ≈≈≈≈ ≈≈≈≈≈ ≈≈ ≈≈≈≈≈≈≈≈ ≈≈≈ ≈≈≈≈ ≈≈≈≈≈≈ ≈≈ ≈≈≈≈≈ ≈≈≈ ≈≈≈≈≈≈≈ ≈≈ ≈≈≈≈ ≈≈≈≈≈≈≈≈ ≈≈≈ ≈≈≈≈≈ ≈≈ ≈≈≈≈≈≈ ≈≈≈≈ ≈≈ ≈≈≈≈≈≈≈ ≈≈≈ ≈≈≈≈≈≈ ≈≈≈≈ ≈≈ ≈≈≈≈≈≈≈ ≈≈≈≈ ≈≈≈≈≈ ≈≈ ≈≈≈≈≈≈≈≈ ≈≈≈ ≈≈≈≈ ≈≈≈≈≈≈ ≈≈ ≈≈≈≈≈ ≈≈≈ ≈≈≈≈≈≈≈ ≈≈ ≈≈≈≈ ≈≈≈≈≈≈≈≈ ≈≈≈ ≈≈≈≈≈ ≈≈ ≈≈≈≈≈≈ ≈≈≈≈ ≈≈ ≈≈≈≈≈≈≈ ≈≈≈ ≈≈≈≈≈≈ ≈≈≈≈ ≈≈ ≈≈≈≈≈≈≈ ≈≈≈≈ ≈≈ ≈≈≈≈≈≈ ≈≈≈ ≈≈≈≈≈ ≈≈ ≈≈≈≈≈≈≈≈ ≈≈≈ ≈≈≈≈ ≈≈≈≈≈≈ ≈≈ ≈≈≈≈≈ ≈≈≈ ≈≈≈≈≈≈≈ ≈≈ ≈≈≈≈ ≈≈≈≈≈≈≈≈ ≈≈≈ ≈≈≈≈≈ ≈≈ ≈≈≈≈≈≈ ≈≈≈≈ ≈≈ ≈≈≈≈≈≈≈ ≈≈≈ ≈≈≈≈≈≈ ≈≈≈≈ ≈≈ ≈≈≈≈≈≈≈ ≈≈≈≈ ≈≈≈≈≈ ≈≈ ≈≈≈≈≈≈≈≈ ≈≈≈ ≈≈≈≈ ≈≈≈≈≈≈ ≈≈ ≈≈≈≈≈ ≈≈≈ ≈≈≈≈≈≈≈ ≈≈ ≈≈≈≈ ≈≈≈≈≈≈≈≈ ≈≈≈ ≈≈≈≈≈ ≈≈ ≈≈≈≈≈≈ ≈≈≈≈ ≈≈ ≈≈≈≈≈≈≈ ≈≈≈ ≈≈≈≈≈≈ ≈≈≈≈ ≈≈ ≈≈≈≈≈≈≈ ≈≈≈≈ ≈≈≈≈≈ ≈≈ ≈≈≈≈≈≈≈≈ ≈≈≈ ≈≈≈≈ ≈≈≈≈≈≈ ≈≈ ≈≈≈≈≈ ≈≈≈ ≈≈≈≈≈≈≈ ≈≈ ≈≈≈≈ ≈≈≈≈≈≈≈≈ ≈≈≈ ≈≈≈≈≈ ≈≈ ≈≈≈≈≈≈ ≈≈≈≈ ≈≈ ≈≈≈≈≈≈≈ ≈≈≈ ≈≈≈≈≈≈ ≈≈≈≈ ≈≈ ≈≈≈≈≈≈≈ ≈≈≈≈ ≈≈≈≈≈ ≈≈ ≈≈≈≈≈≈≈≈ ≈≈≈ ≈≈≈≈ ≈≈≈≈≈≈ ≈≈ ≈≈≈≈≈ ≈≈≈ ≈≈≈≈≈≈≈ ≈≈ ≈≈≈≈ ≈≈≈≈≈≈≈≈ ≈≈≈ ≈≈≈≈≈ ≈≈ ≈≈≈≈≈≈ ≈≈≈≈ ≈≈ ≈≈≈≈≈≈≈ ≈≈≈ ≈≈≈≈≈≈ ≈≈≈≈ ≈≈ ≈≈≈≈≈≈≈ bbox=[156, 261, 306, 1012]
box-title: Tages-Zeiger. bbox=[58, 202, 104, 209]
box-date: (16. Dezember) bbox=[57, 210, 105, 217]
